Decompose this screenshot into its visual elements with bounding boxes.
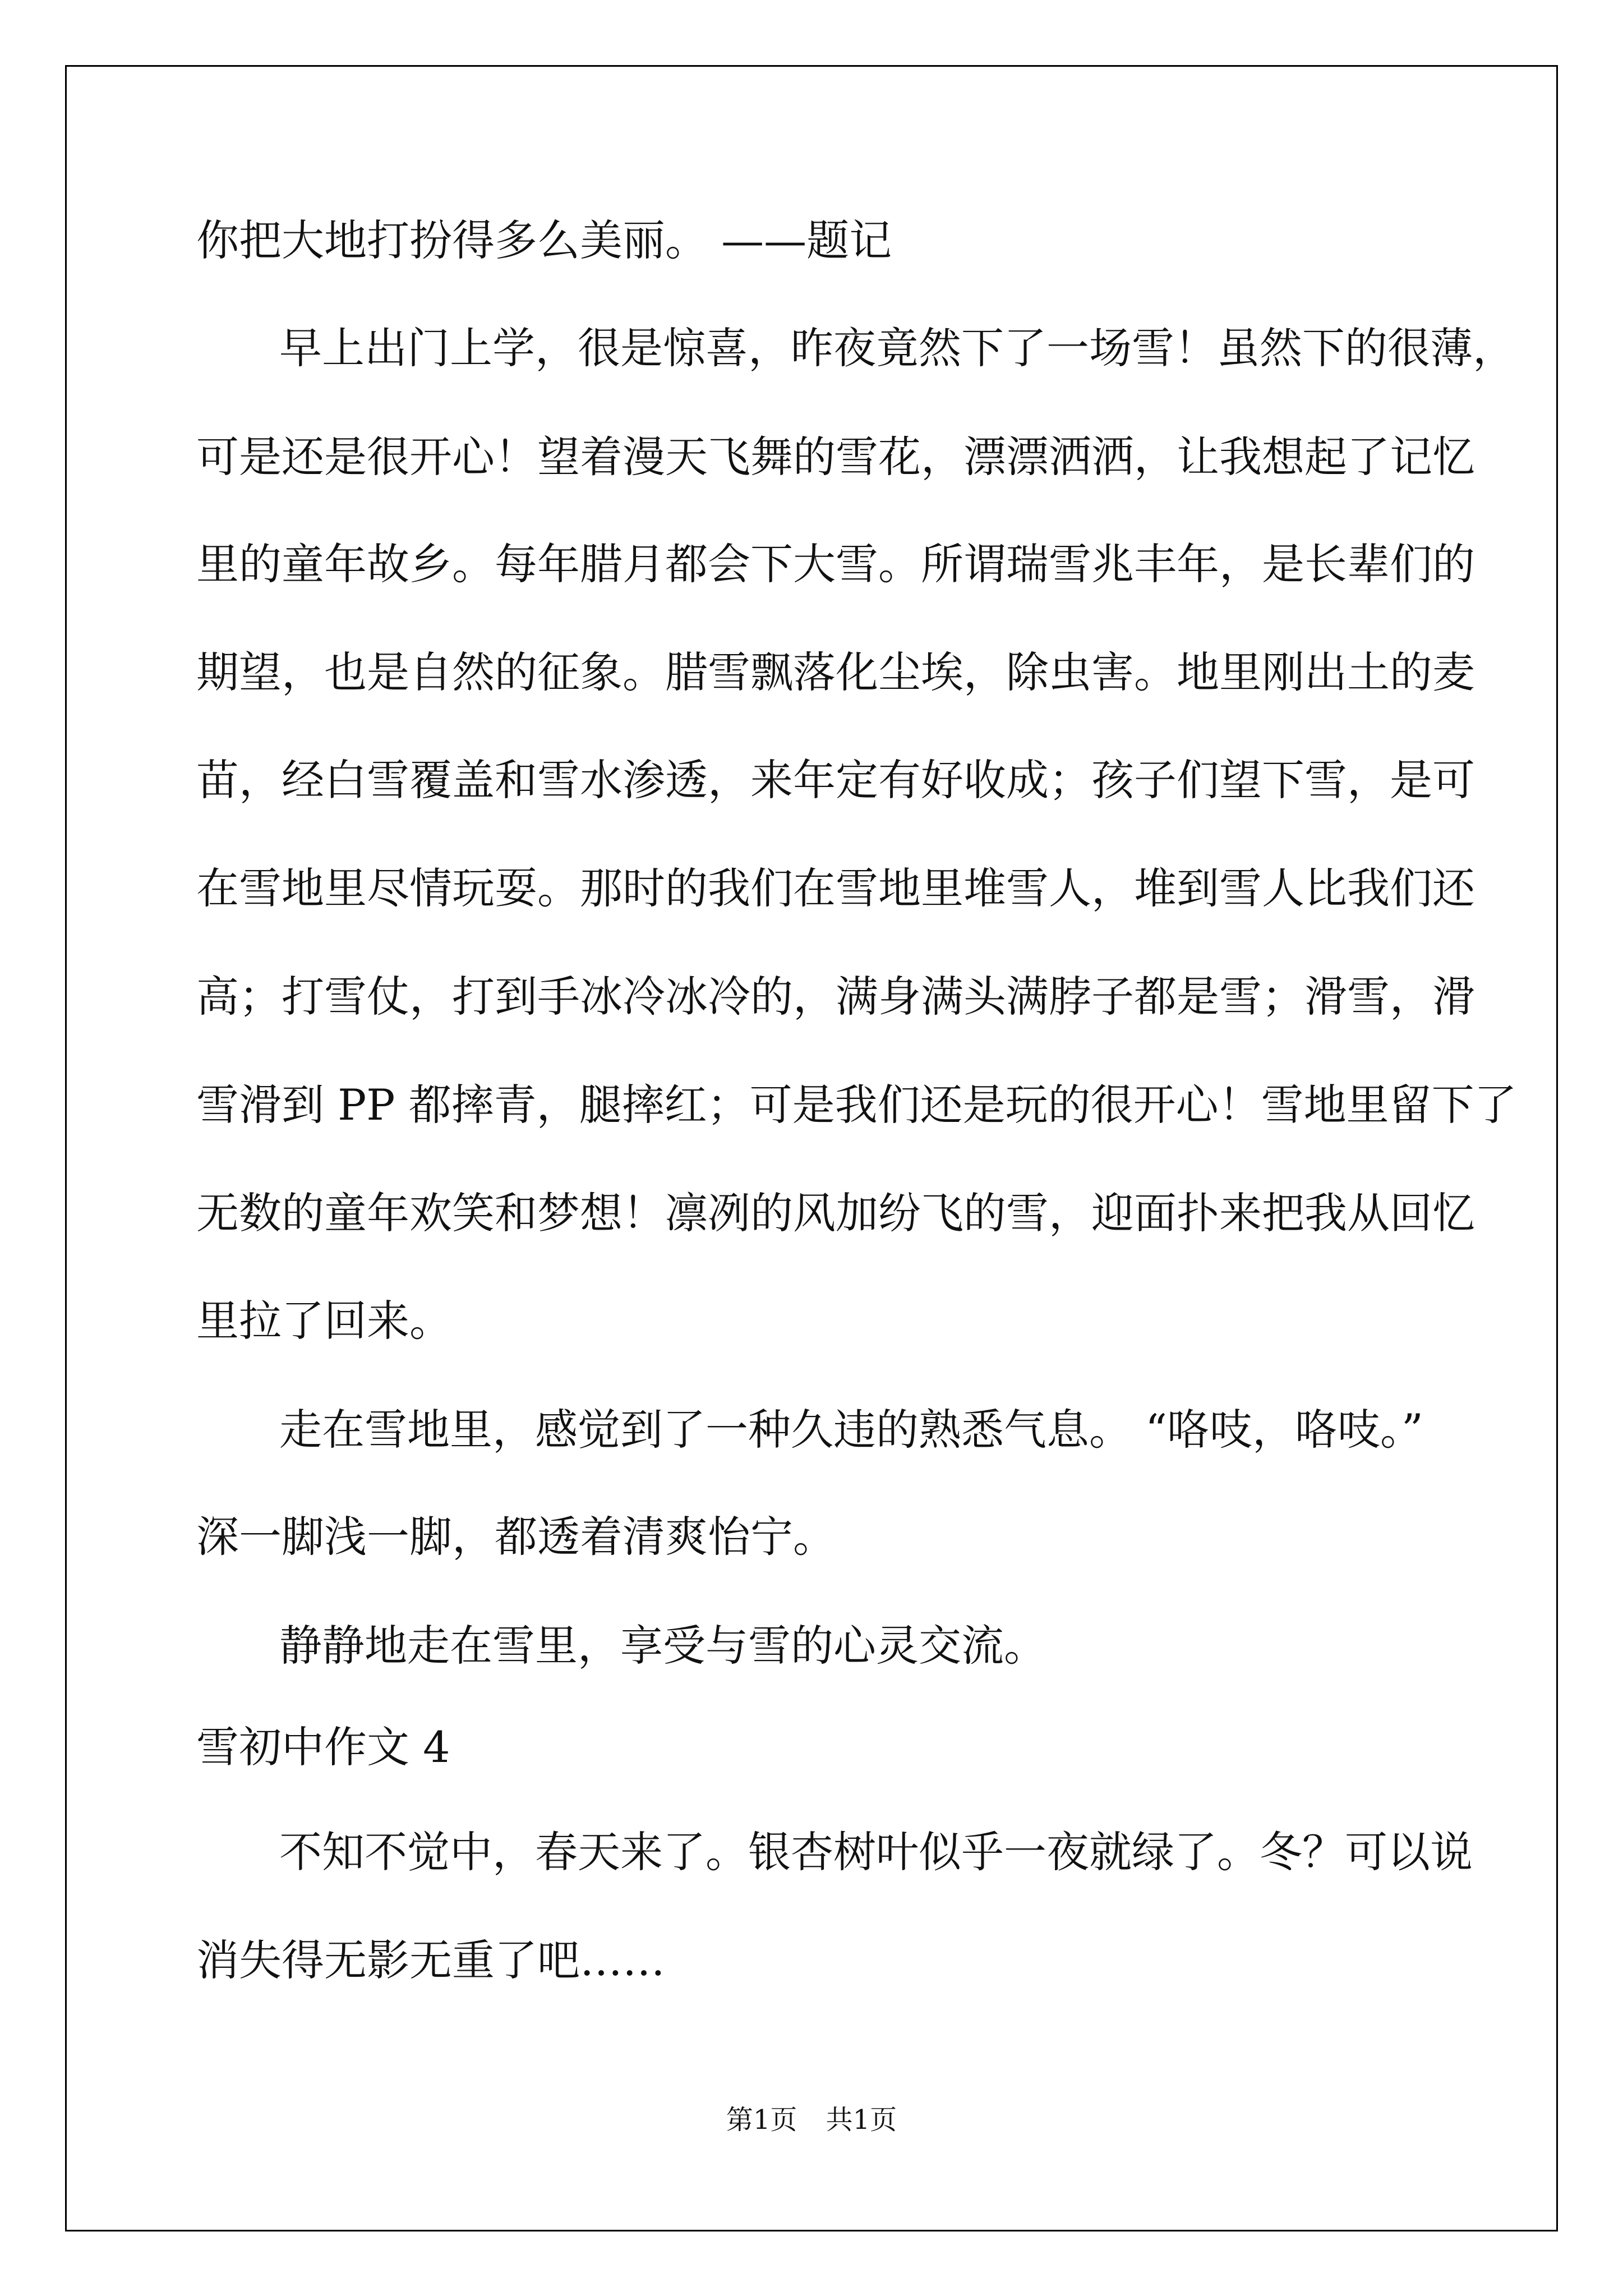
text-line: 里拉了回来。: [196, 1296, 452, 1346]
page-number: 第1页: [726, 2104, 797, 2136]
text-line: 期望，也是自然的征象。腊雪飘落化尘埃，除虫害。地里刚出土的麦: [196, 647, 1475, 697]
text-line: 高；打雪仗，打到手冰冷冰冷的，满身满头满脖子都是雪；滑雪，滑: [196, 972, 1475, 1022]
section-heading: 雪初中作文 4: [196, 1722, 450, 1772]
text-line: 深一脚浅一脚，都透着清爽怡宁。: [196, 1512, 836, 1562]
text-line: 在雪地里尽情玩耍。那时的我们在雪地里堆雪人，堆到雪人比我们还: [196, 863, 1475, 913]
page-border: [65, 65, 1558, 2231]
text-line: 可是还是很开心！望着漫天飞舞的雪花，漂漂洒洒，让我想起了记忆: [196, 432, 1475, 482]
text-line: 无数的童年欢笑和梦想！凛冽的风加纷飞的雪，迎面扑来把我从回忆: [196, 1188, 1475, 1238]
paragraph-line: 走在雪地里，感觉到了一种久违的熟悉气息。 “咯吱，咯吱。”: [279, 1405, 1423, 1455]
text-line: 里的童年故乡。每年腊月都会下大雪。所谓瑞雪兆丰年，是长辈们的: [196, 539, 1475, 589]
paragraph-line: 不知不觉中，春天来了。银杏树叶似乎一夜就绿了。冬？可以说: [279, 1827, 1473, 1877]
text-line: 雪滑到 PP 都摔青，腿摔红；可是我们还是玩的很开心！雪地里留下了: [196, 1080, 1517, 1130]
page-count: 共1页: [826, 2104, 897, 2136]
paragraph-line: 早上出门上学，很是惊喜，昨夜竟然下了一场雪！虽然下的很薄，: [279, 323, 1515, 373]
text-line: 苗，经白雪覆盖和雪水渗透，来年定有好收成；孩子们望下雪，是可: [196, 755, 1475, 805]
page-footer: [0, 2098, 1623, 2137]
text-line: 消失得无影无重了吧……: [196, 1935, 665, 1985]
text-line: 你把大地打扮得多么美丽。 ——题记: [196, 215, 892, 265]
paragraph-line: 静静地走在雪里，享受与雪的心灵交流。: [279, 1621, 1046, 1671]
